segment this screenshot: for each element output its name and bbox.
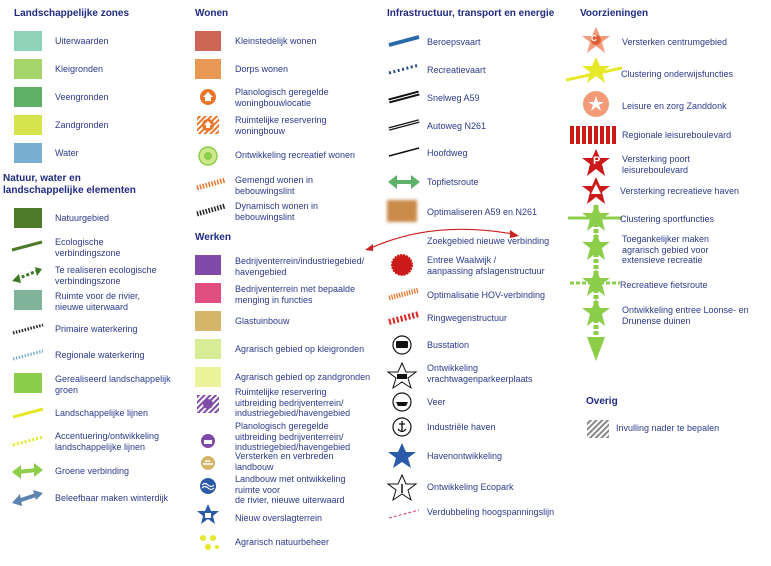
leisure-circle-icon <box>580 90 614 120</box>
legend-label: Primaire waterkering <box>55 324 138 334</box>
legend-label: Veer <box>427 397 446 407</box>
leisureboulevard-line-icon <box>568 123 620 147</box>
legend-label: Planologisch geregelde woningbouwlocatie <box>235 87 329 108</box>
topfietsroute-arrow-icon <box>387 171 421 193</box>
header-werken: Werken <box>195 232 231 243</box>
agrarisch-klei-swatch <box>195 339 221 359</box>
house-circle-icon <box>195 86 229 108</box>
legend-label: Kleigronden <box>55 64 104 74</box>
legend-label: Ontwikkeling vrachtwagenparkeerplaats <box>427 363 533 384</box>
invulling-hatch-icon <box>586 418 620 440</box>
legend-label: Beroepsvaart <box>427 37 481 47</box>
legend-label: Regionale waterkering <box>55 350 145 360</box>
sport-star-icon <box>568 203 622 233</box>
overslag-star-icon <box>195 504 229 526</box>
ecopark-star-icon <box>387 474 421 502</box>
hoofdweg-line-icon <box>387 142 421 164</box>
factory-hatched-icon <box>195 392 229 414</box>
recreatieve-haven-star-icon <box>580 176 614 206</box>
legend-label: Clustering onderwijsfuncties <box>621 69 734 79</box>
glastuinbouw-swatch <box>195 311 221 331</box>
landschap-line-icon <box>10 404 44 426</box>
entree-gear-icon <box>387 254 421 276</box>
legend-label: Versterken en verbreden landbouw <box>235 451 334 472</box>
legend-label: Uiterwaarden <box>55 36 109 46</box>
legend-label: Accentuering/ontwikkeling landschappelijke lijnen <box>55 431 160 452</box>
legend-label: Ringwegenstructuur <box>427 313 508 323</box>
legend-label: Entree Waalwijk / aanpassing afslagenstructuur <box>427 255 545 276</box>
hoogspanning-line-icon <box>387 502 421 524</box>
water-swatch <box>14 143 42 163</box>
bus-icon <box>387 334 421 356</box>
legend-label: Havenontwikkeling <box>427 451 503 461</box>
kleinstedelijk-swatch <box>195 31 221 51</box>
legend-label: Regionale leisureboulevard <box>622 130 732 140</box>
legend-label: Bedrijventerrein/industriegebied/ havengebied <box>235 256 365 277</box>
legend-label: Landschappelijke lijnen <box>55 408 149 418</box>
recreatief-wonen-icon <box>195 145 229 167</box>
legend-label: Topfietsroute <box>427 177 479 187</box>
accentuering-line-icon <box>10 430 44 452</box>
legend-label: Kleinstedelijk wonen <box>235 36 317 46</box>
legend-label: Natuurgebied <box>55 213 110 223</box>
legend-label: Agrarisch gebied op zandgronden <box>235 372 371 382</box>
legend-column-1 <box>0 0 190 566</box>
recreatievaart-line-icon <box>387 59 421 81</box>
legend-label: Dynamisch wonen in bebouwingslint <box>235 201 319 222</box>
ruimte-rivier-swatch <box>14 290 42 310</box>
winterdijk-arrow-icon <box>10 487 44 509</box>
legend-label: Leisure en zorg Zanddonk <box>622 101 727 111</box>
legend-label: Versterking poort leisureboulevard <box>622 154 691 175</box>
factory-circle-icon <box>195 430 229 452</box>
legend-label: Ruimtelijke reservering uitbreiding bedrijventerrein/ industriegebied/havengebied <box>235 387 351 418</box>
anchor-icon <box>387 416 421 438</box>
legend-label: Glastuinbouw <box>235 316 290 326</box>
legend-label: Beleefbaar maken winterdijk <box>55 493 169 503</box>
legend-label: Te realiseren ecologische verbindingszone <box>55 265 157 286</box>
legend-label: Planologisch geregelde uitbreiding bedrijventerrein/ industriegebied/havengebied <box>235 421 351 452</box>
poort-glyph: P <box>593 155 601 167</box>
legend-label: Optimaliseren A59 en N261 <box>427 207 538 217</box>
landbouw-water-icon <box>195 477 229 499</box>
legend-label: Ruimte voor de rivier, nieuwe uiterwaard <box>55 291 141 312</box>
legend-label: Recreatievaart <box>427 65 486 75</box>
legend-label: Ontwikkeling recreatief wonen <box>235 150 356 160</box>
legend-label: Ecologische verbindingszone <box>55 237 121 258</box>
house-hatched-icon <box>195 114 229 136</box>
header-voorzieningen: Voorzieningen <box>580 8 649 19</box>
gerealiseerd-groen-swatch <box>14 373 42 393</box>
duinen-star-icon <box>580 298 614 328</box>
legend-label: Hoofdweg <box>427 148 468 158</box>
legend-item-zoekgebied <box>363 226 563 250</box>
legend-label: Landbouw met ontwikkeling ruimte voor de rivier, nieuwe uiterwaard <box>235 474 346 505</box>
legend-label: Agrarisch natuurbeheer <box>235 537 330 547</box>
natuurgebied-swatch <box>14 208 42 228</box>
legend-label: Clustering sportfuncties <box>620 214 715 224</box>
ringweg-line-icon <box>387 308 421 330</box>
eco-zone-line-icon <box>10 236 44 258</box>
legend-label: Recreatieve fietsroute <box>620 280 708 290</box>
bedrijven-gemengd-swatch <box>195 283 221 303</box>
legend-label: Zandgronden <box>55 120 109 130</box>
regionale-waterkering-line-icon <box>10 346 44 368</box>
centrum-glyph: C <box>591 34 597 43</box>
legend-label: Dorps wonen <box>235 64 289 74</box>
legend-label: Invulling nader te bepalen <box>616 423 720 433</box>
legend-label: Groene verbinding <box>55 466 130 476</box>
ferry-icon <box>387 391 421 413</box>
dorps-swatch <box>195 59 221 79</box>
fietsroute-star-icon <box>570 268 620 298</box>
header-line: Natuur, water en <box>3 173 81 184</box>
groene-verbinding-arrow-icon <box>10 460 44 482</box>
centrum-star-icon <box>580 26 614 56</box>
legend-label: Verdubbeling hoogspanningslijn <box>427 507 555 517</box>
zandgronden-swatch <box>14 115 42 135</box>
legend-label: Ontwikkeling entree Loonse- en Drunense duinen <box>622 305 749 326</box>
header-natuur-water <box>3 173 136 197</box>
gemengd-lint-icon <box>195 174 229 196</box>
toegankelijk-star-icon <box>580 232 614 262</box>
legend-label: Autoweg N261 <box>427 121 487 131</box>
legend-label: Ontwikkeling Ecopark <box>427 482 514 492</box>
snelweg-line-icon <box>387 87 421 109</box>
legend-label: Water <box>55 148 79 158</box>
header-overig: Overig <box>586 396 618 407</box>
legend-label: Industriële haven <box>427 422 496 432</box>
legend-label: Versterken centrumgebied <box>622 37 728 47</box>
header-wonen: Wonen <box>195 8 229 19</box>
legend-label: Agrarisch gebied op kleigronden <box>235 344 365 354</box>
primaire-waterkering-line-icon <box>10 320 44 342</box>
legend-label: Veengronden <box>55 92 109 102</box>
autoweg-line-icon <box>387 115 421 137</box>
double-arrow-icon <box>10 264 44 286</box>
optimaliseren-swatch <box>387 200 417 222</box>
legend-label: Busstation <box>427 340 470 350</box>
legend-column-3 <box>385 0 575 566</box>
legend-label: Gerealiseerd landschappelijk groen <box>55 374 171 395</box>
legend-column-4 <box>578 0 771 566</box>
beroepsvaart-line-icon <box>387 31 421 53</box>
legend-label: Versterking recreatieve haven <box>620 186 740 196</box>
hov-line-icon <box>387 284 421 306</box>
legend-label: Nieuw overslagterrein <box>235 513 323 523</box>
legend-label: Snelweg A59 <box>427 93 480 103</box>
haven-star-icon <box>387 442 421 470</box>
header-infrastructuur: Infrastructuur, transport en energie <box>387 8 555 19</box>
natuurbeheer-dots-icon <box>195 533 229 555</box>
bedrijventerrein-swatch <box>195 255 221 275</box>
agrarisch-zand-swatch <box>195 367 221 387</box>
legend-label: Bedrijventerrein met bepaalde menging in functies <box>235 284 356 305</box>
legend-column-2 <box>193 0 383 566</box>
header-line: landschappelijke elementen <box>3 185 136 196</box>
legend-label: Gemengd wonen in bebouwingslint <box>235 175 314 196</box>
legend-label: Toegankelijker maken agrarisch gebied voor extensieve recreatie <box>622 234 710 265</box>
tractor-icon <box>195 455 229 477</box>
truck-star-icon <box>387 362 421 390</box>
onderwijs-star-icon <box>566 56 622 88</box>
legend-label: Zoekgebied nieuwe verbinding <box>427 236 550 246</box>
legend-label: Ruimtelijke reservering woningbouw <box>235 115 327 136</box>
veengronden-swatch <box>14 87 42 107</box>
dynamisch-lint-icon <box>195 200 229 222</box>
kleigronden-swatch <box>14 59 42 79</box>
uiterwaarden-swatch <box>14 31 42 51</box>
legend-label: Optimalisatie HOV-verbinding <box>427 290 546 300</box>
header-landschappelijke-zones: Landschappelijke zones <box>14 8 130 19</box>
